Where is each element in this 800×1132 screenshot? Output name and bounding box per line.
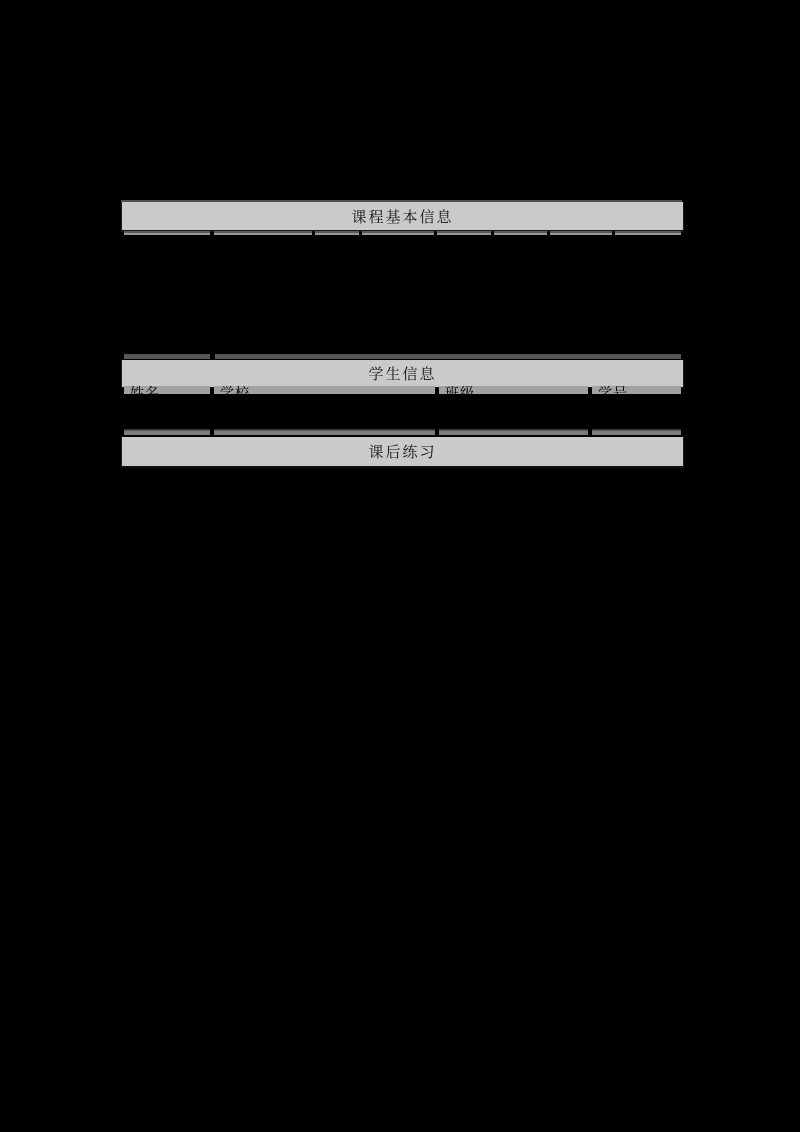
student-column-name: 姓名 xyxy=(124,386,210,394)
course-column-top xyxy=(550,231,612,235)
exercise-title: 课后练习 xyxy=(368,445,437,461)
exercise-header-bar xyxy=(121,435,684,468)
course-info-header-bar xyxy=(121,202,684,232)
course-column-top xyxy=(362,231,434,235)
student-info-title: 学生信息 xyxy=(368,367,437,383)
course-column-top xyxy=(615,231,681,235)
student-info-header-bar xyxy=(121,359,684,389)
student-column-school: 学校 xyxy=(214,386,435,394)
student-columns-row xyxy=(121,386,682,402)
course-column-top xyxy=(315,231,359,235)
student-column-id: 学号 xyxy=(592,386,681,394)
course-column-top xyxy=(494,231,547,235)
course-column-top xyxy=(437,231,491,235)
course-column-top xyxy=(124,231,210,235)
student-column-class: 班级 xyxy=(439,386,588,394)
course-info-title: 课程基本信息 xyxy=(351,209,454,226)
course-info-column-tops xyxy=(121,231,682,235)
course-column-top xyxy=(214,231,312,235)
